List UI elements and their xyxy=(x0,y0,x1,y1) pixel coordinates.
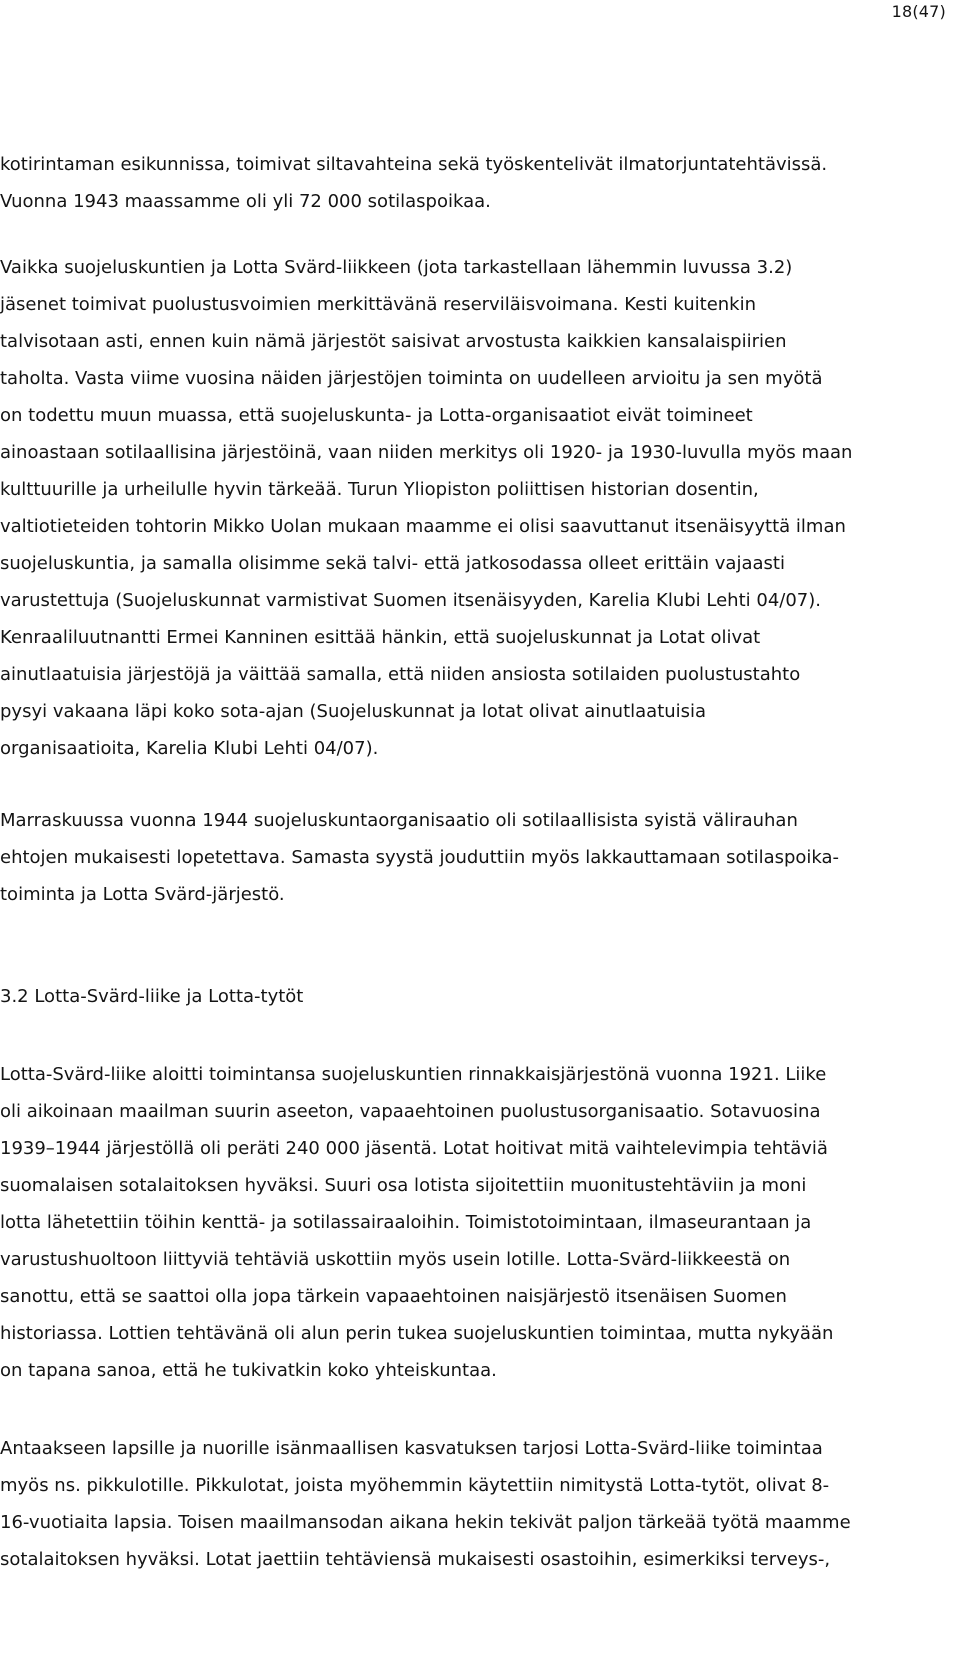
text-line: Lotta-Svärd-liike aloitti toimintansa suojeluskuntien rinnakkaisjärjestönä vuonna 1921. Liike xyxy=(0,1064,827,1085)
paragraph-lopettaminen xyxy=(0,802,920,913)
text-line: sotalaitoksen hyväksi. Lotat jaettiin tehtäviensä mukaisesti osastoihin, esimerkiksi terveys-, xyxy=(0,1549,831,1570)
text-line: myös ns. pikkulotille. Pikkulotat, joista myöhemmin käytettiin nimitystä Lotta-tytöt, olivat 8- xyxy=(0,1475,830,1496)
text-line: on todettu muun muassa, että suojeluskunta- ja Lotta-organisaatiot eivät toimineet xyxy=(0,405,753,426)
text-line: pysyi vakaana läpi koko sota-ajan (Suojeluskunnat ja lotat olivat ainutlaatuisia xyxy=(0,701,707,722)
text-line: suojeluskuntia, ja samalla olisimme sekä talvi- että jatkosodassa olleet erittäin vajaasti xyxy=(0,553,785,574)
text-line: on tapana sanoa, että he tukivatkin koko yhteiskuntaa. xyxy=(0,1360,497,1381)
text-line: valtiotieteiden tohtorin Mikko Uolan mukaan maamme ei olisi saavuttanut itsenäisyyttä ilman xyxy=(0,516,846,537)
page-number: 18(47) xyxy=(891,2,946,21)
paragraph-sotilaspojat xyxy=(0,146,920,220)
paragraph-suojeluskunnat xyxy=(0,249,920,767)
section-heading: 3.2 Lotta-Svärd-liike ja Lotta-tytöt xyxy=(0,986,304,1007)
text-line: sanottu, että se saattoi olla jopa tärkein vapaaehtoinen naisjärjestö itsenäisen Suomen xyxy=(0,1286,787,1307)
text-line: suomalaisen sotalaitoksen hyväksi. Suuri osa lotista sijoitettiin muonitustehtäviin ja moni xyxy=(0,1175,807,1196)
text-line: toiminta ja Lotta Svärd-järjestö. xyxy=(0,884,285,905)
text-line: varustushuoltoon liittyviä tehtäviä uskottiin myös usein lotille. Lotta-Svärd-liikkeestä on xyxy=(0,1249,791,1270)
text-line: Vaikka suojeluskuntien ja Lotta Svärd-liikkeen (jota tarkastellaan lähemmin luvussa 3.2) xyxy=(0,257,793,278)
paragraph-lotta-svard xyxy=(0,1056,920,1389)
text-line: lotta lähetettiin töihin kenttä- ja sotilassairaaloihin. Toimistotoimintaan, ilmaseurantaan ja xyxy=(0,1212,812,1233)
text-line: Kenraaliluutnantti Ermei Kanninen esittää hänkin, että suojeluskunnat ja Lotat olivat xyxy=(0,627,761,648)
text-line: taholta. Vasta viime vuosina näiden järjestöjen toiminta on uudelleen arvioitu ja sen myötä xyxy=(0,368,823,389)
text-line: ainutlaatuisia järjestöjä ja väittää samalla, että niiden ansiosta sotilaiden puolustustahto xyxy=(0,664,801,685)
text-line: talvisotaan asti, ennen kuin nämä järjestöt saisivat arvostusta kaikkien kansalaispiirien xyxy=(0,331,787,352)
paragraph-pikkulotat xyxy=(0,1430,920,1578)
text-line: Vuonna 1943 maassamme oli yli 72 000 sotilaspoikaa. xyxy=(0,191,491,212)
text-line: kulttuurille ja urheilulle hyvin tärkeää. Turun Yliopiston poliittisen historian dosentin, xyxy=(0,479,759,500)
text-line: 16-vuotiaita lapsia. Toisen maailmansodan aikana hekin tekivät paljon tärkeää työtä maamme xyxy=(0,1512,851,1533)
text-line: oli aikoinaan maailman suurin aseeton, vapaaehtoinen puolustusorganisaatio. Sotavuosina xyxy=(0,1101,821,1122)
text-line: Antaakseen lapsille ja nuorille isänmaallisen kasvatuksen tarjosi Lotta-Svärd-liike toimintaa xyxy=(0,1438,823,1459)
text-line: jäsenet toimivat puolustusvoimien merkittävänä reserviläisvoimana. Kesti kuitenkin xyxy=(0,294,757,315)
text-line: kotirintaman esikunnissa, toimivat siltavahteina sekä työskentelivät ilmatorjuntatehtävissä. xyxy=(0,154,828,175)
text-line: historiassa. Lottien tehtävänä oli alun perin tukea suojeluskuntien toimintaa, mutta nykyään xyxy=(0,1323,834,1344)
text-line: varustettuja (Suojeluskunnat varmistivat Suomen itsenäisyyden, Karelia Klubi Lehti 04/07). xyxy=(0,590,821,611)
text-line: Marraskuussa vuonna 1944 suojeluskuntaorganisaatio oli sotilaallisista syistä välirauhan xyxy=(0,810,798,831)
text-line: ehtojen mukaisesti lopetettava. Samasta syystä jouduttiin myös lakkauttamaan sotilaspoika- xyxy=(0,847,840,868)
text-line: ainoastaan sotilaallisina järjestöinä, vaan niiden merkitys oli 1920- ja 1930-luvulla myös maan xyxy=(0,442,853,463)
text-line: 1939–1944 järjestöllä oli peräti 240 000 jäsentä. Lotat hoitivat mitä vaihtelevimpia tehtäviä xyxy=(0,1138,828,1159)
text-line: organisaatioita, Karelia Klubi Lehti 04/07). xyxy=(0,738,379,759)
